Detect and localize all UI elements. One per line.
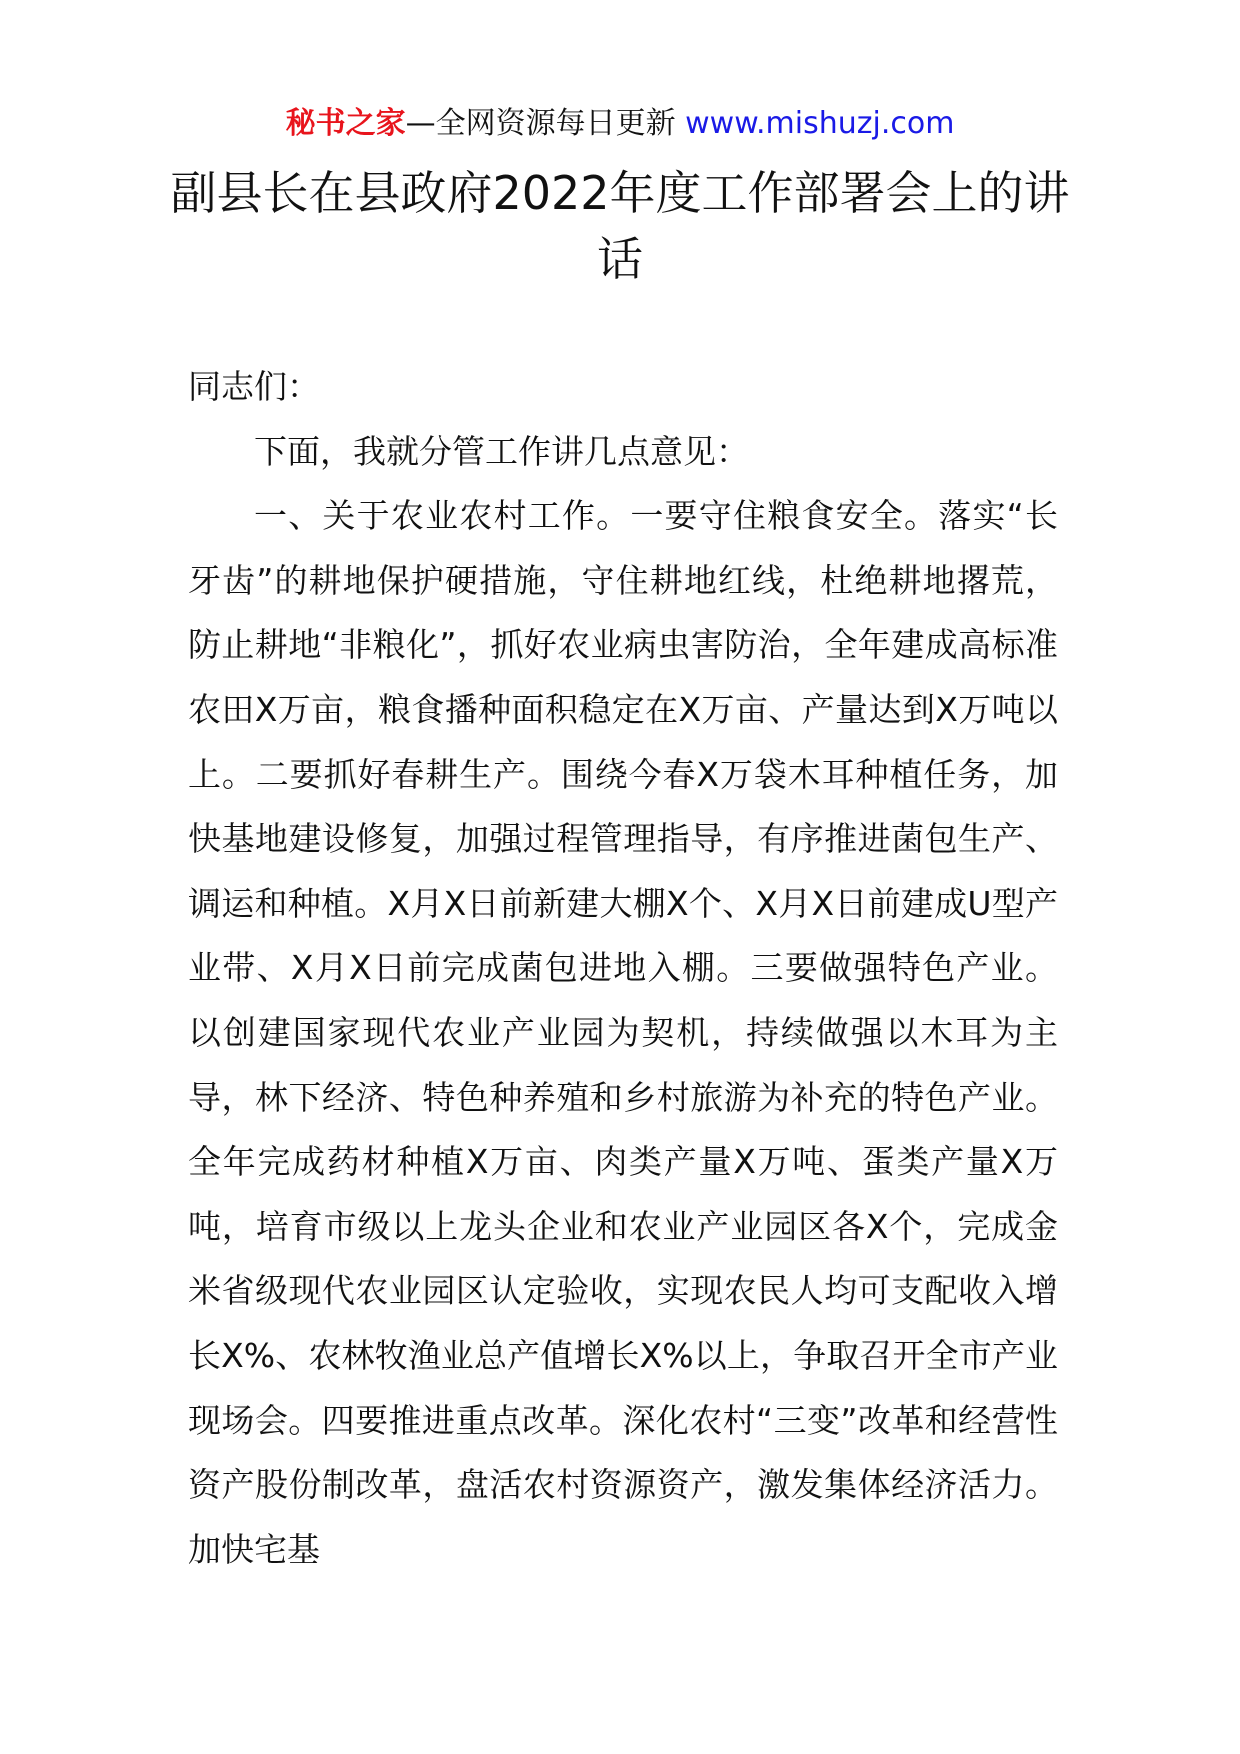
body-paragraph: 下面，我就分管工作讲几点意见： bbox=[254, 431, 749, 471]
site-url-link[interactable]: www.mishuzj.com bbox=[685, 106, 955, 141]
body-paragraph: 一、关于农业农村工作。一要守住粮食安全。落实“长牙齿”的耕地保护硬措施，守住耕地红线，杜绝耕地撂荒，防止耕地“非粮化”，抓好农业病虫害防治，全年建成高标准农田X万亩，粮食播种面积稳定在X万亩、产量达到X万吨以上。二要抓好春耕生产。围绕今春X万袋木耳种植任务，加快基地建设修复，加强过程管理指导，有序推进菌包生产、调运和种植。X月X日前新建大棚X个、X月X日前建成U型产业带、X月X日前完成菌包进地入棚。三要做强特色产业。以创建国家现代农业产业园为契机，持续做强以木耳为主导，林下经济、特色种养殖和乡村旅游为补充的特色产业。全年完成药材种植X万亩、肉类产量X万吨、蛋类产量X万吨，培育市级以上龙头企业和农业产业园区各X个，完成金米省级现代农业园区认定验收，实现农民人均可支配收入增长X%、农林牧渔业总产值增长X%以上，争取召开全市产业现场会。四要推进重点改革。深化农村“三变”改革和经营性资产股份制改革，盘活农村资源资产，激发集体经济活力。加快宅基 bbox=[188, 496, 1058, 1569]
salutation: 同志们： bbox=[188, 367, 320, 406]
document-title: 副县长在县政府2022年度工作部署会上的讲话 bbox=[170, 166, 1070, 286]
site-header bbox=[0, 100, 1240, 148]
site-brand: 秘书之家 bbox=[285, 106, 406, 141]
site-tagline: —全网资源每日更新 bbox=[405, 106, 676, 141]
document-body bbox=[188, 355, 1058, 1582]
